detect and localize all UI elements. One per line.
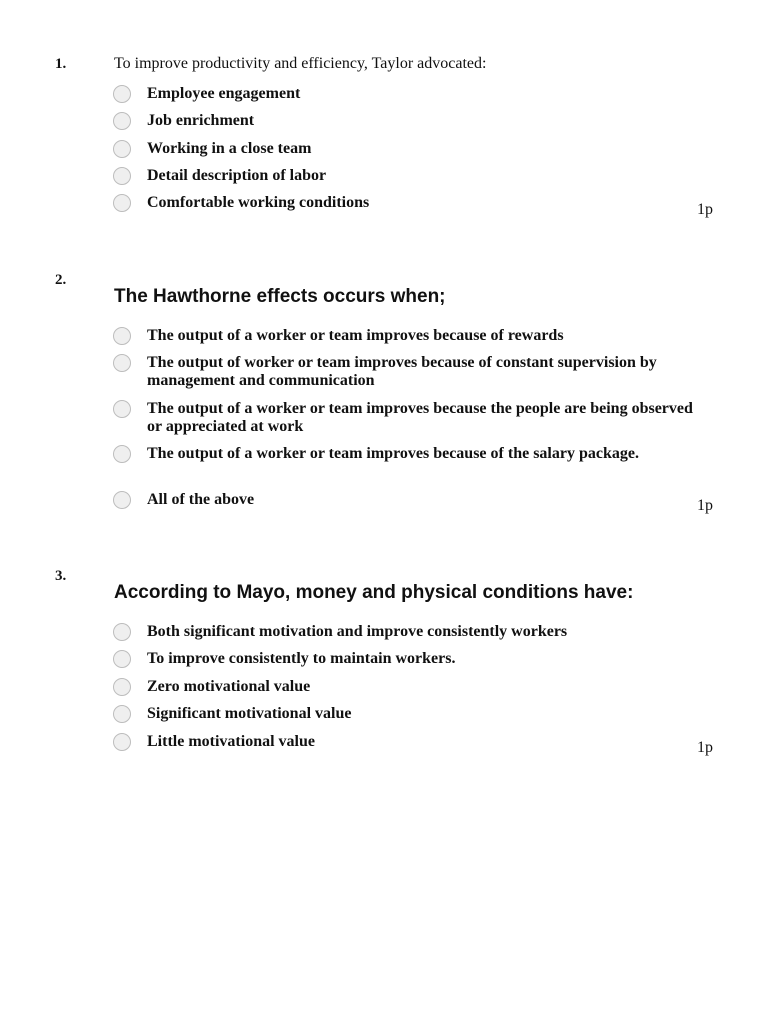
option-item[interactable]	[113, 327, 564, 345]
option-item[interactable]	[113, 400, 693, 436]
option-label: Working in a close team	[147, 140, 312, 157]
option-item[interactable]	[113, 85, 300, 103]
option-item[interactable]	[113, 445, 639, 463]
option-item[interactable]	[113, 705, 351, 723]
radio-button[interactable]	[113, 445, 131, 463]
points-label: 1p	[697, 739, 713, 756]
option-item[interactable]	[113, 678, 310, 696]
option-item[interactable]	[113, 194, 369, 212]
question-number: 3.	[55, 568, 67, 584]
radio-button[interactable]	[113, 491, 131, 509]
option-item[interactable]	[113, 623, 567, 641]
radio-button[interactable]	[113, 733, 131, 751]
option-label: To improve consistently to maintain workers.	[147, 650, 456, 667]
option-label: Comfortable working conditions	[147, 194, 370, 211]
option-label: Employee engagement	[147, 85, 301, 102]
option-label: Both significant motivation and improve consistently workers	[147, 623, 568, 640]
radio-button[interactable]	[113, 705, 131, 723]
radio-button[interactable]	[113, 354, 131, 372]
radio-button[interactable]	[113, 650, 131, 668]
radio-button[interactable]	[113, 194, 131, 212]
radio-button[interactable]	[113, 85, 131, 103]
option-label: The output of a worker or team improves because of rewards	[147, 327, 564, 344]
radio-button[interactable]	[113, 678, 131, 696]
option-label: The output of a worker or team improves because of the salary package.	[147, 445, 639, 462]
question-text: According to Mayo, money and physical conditions have:	[114, 582, 634, 603]
points-label: 1p	[697, 497, 713, 514]
option-item[interactable]	[113, 140, 311, 158]
option-label: The output of a worker or team improves because the people are being observed or appreciated at work	[147, 400, 693, 435]
option-label: Little motivational value	[147, 733, 315, 750]
option-item[interactable]	[113, 167, 326, 185]
option-item[interactable]	[113, 491, 254, 509]
points-label: 1p	[697, 201, 713, 218]
option-label: All of the above	[147, 491, 255, 508]
question-text: To improve productivity and efficiency, Taylor advocated:	[114, 55, 487, 72]
option-label: Zero motivational value	[147, 678, 311, 695]
option-item[interactable]	[113, 733, 315, 751]
option-label: The output of worker or team improves because of constant supervision by management and communication	[147, 354, 657, 389]
radio-button[interactable]	[113, 327, 131, 345]
radio-button[interactable]	[113, 112, 131, 130]
option-label: Detail description of labor	[147, 167, 327, 184]
option-item[interactable]	[113, 112, 254, 130]
question-number: 1.	[55, 56, 67, 72]
radio-button[interactable]	[113, 623, 131, 641]
question-number: 2.	[55, 272, 67, 288]
option-label: Job enrichment	[147, 112, 255, 129]
radio-button[interactable]	[113, 167, 131, 185]
radio-button[interactable]	[113, 140, 131, 158]
question-text: The Hawthorne effects occurs when;	[114, 286, 446, 307]
radio-button[interactable]	[113, 400, 131, 418]
option-item[interactable]	[113, 354, 693, 390]
option-item[interactable]	[113, 650, 455, 668]
option-label: Significant motivational value	[147, 705, 352, 722]
